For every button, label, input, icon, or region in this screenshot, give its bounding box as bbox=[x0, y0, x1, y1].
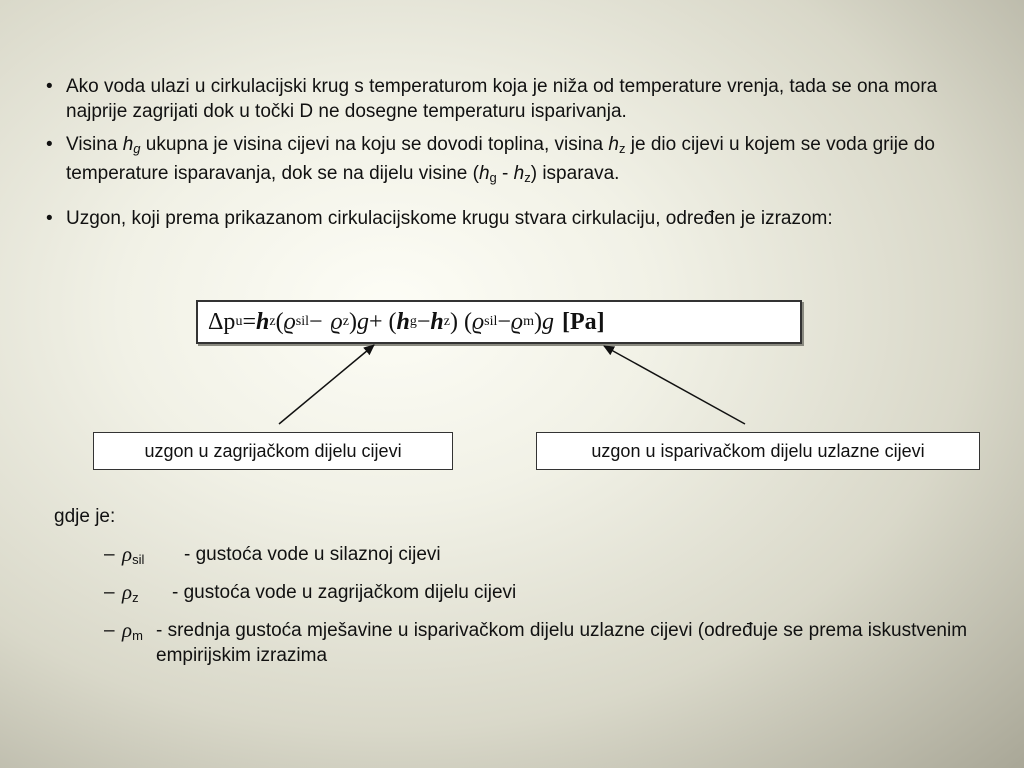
definition-item: – ρm - srednja gustoća mješavine u isparivačkom dijelu uzlazne cijevi (određuje se prema iskustvenim empirijskim izrazima bbox=[104, 618, 968, 666]
definition-item: – ρsil - gustoća vode u silaznoj cijevi bbox=[104, 542, 984, 567]
bullet-text-3: Uzgon, koji prema prikazanom cirkulacijskome krugu stvara cirkulaciju, određen je izrazom: bbox=[66, 208, 833, 229]
bullet-dot: • bbox=[46, 76, 53, 97]
definition-item: – ρz - gustoća vode u zagrijačkom dijelu cijevi bbox=[104, 580, 984, 605]
symbol-rho-sil: ρsil bbox=[122, 542, 145, 567]
definition-list bbox=[104, 542, 984, 681]
where-heading: gdje je: bbox=[54, 506, 116, 527]
label-evaporation-section: uzgon u isparivačkom dijelu uzlazne cijevi bbox=[536, 432, 980, 470]
bullet-text-2: Visina $h_g$ ukupna je visina cijevi na koju se dovodi toplina, visina $h_z$ je dio cijevi u kojem se voda grije do temperature isparavanja, dok se na dijelu visine $(h_g - h_z)$ isparava. bbox=[66, 134, 935, 185]
buoyancy-formula: Δp u = h z ( ϱ sil − ϱ z ) g + ( h g − h z ) ( ϱ sil − ϱ m ) g [Pa] bbox=[196, 300, 802, 344]
bullet-dot: • bbox=[46, 134, 53, 155]
arrow-left bbox=[279, 345, 374, 424]
symbol-rho-m: ρm bbox=[122, 618, 143, 643]
bullet-text-1: Ako voda ulazi u cirkulacijski krug s temperaturom koja je niža od temperature vrenja, tada se ona mora najprije zagrijati dok u točki D ne dosegne temperaturu isparivanja. bbox=[66, 76, 938, 122]
label-heating-section: uzgon u zagrijačkom dijelu cijevi bbox=[93, 432, 453, 470]
symbol-rho-z: ρz bbox=[122, 580, 139, 605]
bullet-dot: • bbox=[46, 208, 53, 229]
arrow-right bbox=[604, 346, 745, 424]
